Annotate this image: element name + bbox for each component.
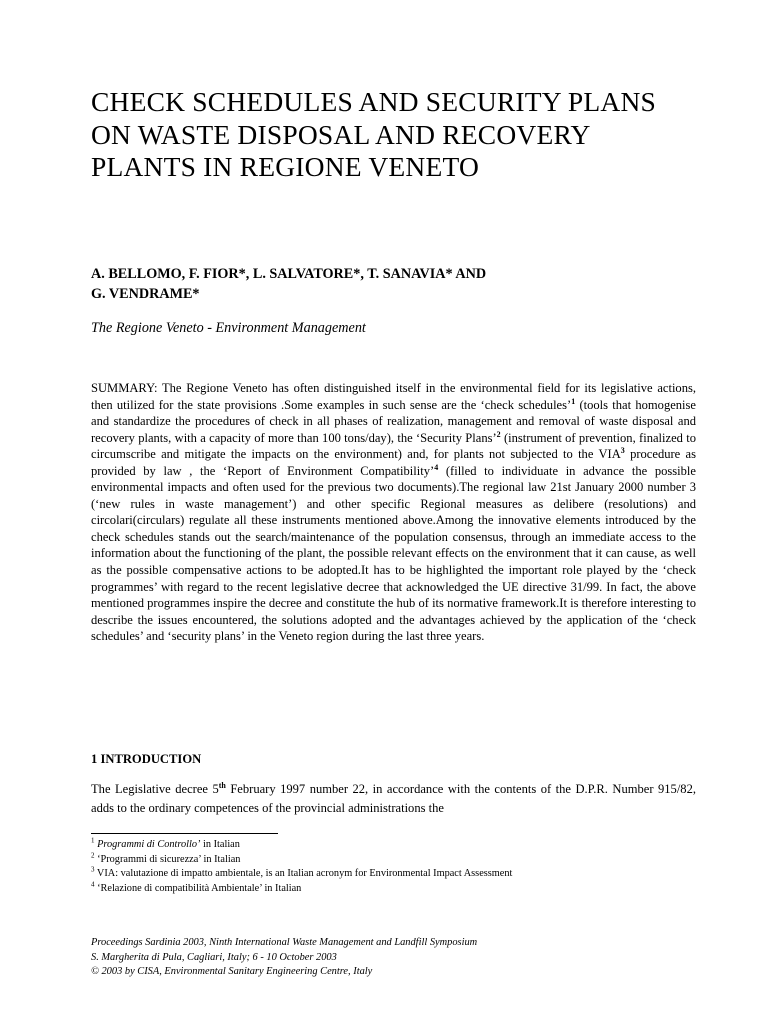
- introduction-paragraph: [91, 780, 696, 818]
- affiliation: The Regione Veneto - Environment Management: [91, 320, 366, 336]
- footnote-number: 1: [91, 836, 95, 845]
- author-list: [91, 264, 691, 304]
- footnote-3: [91, 867, 691, 882]
- footnote-ref-3: 3: [620, 446, 625, 456]
- section-heading-introduction: 1 INTRODUCTION: [91, 752, 202, 766]
- footnote-number: 3: [91, 865, 95, 874]
- footnote-divider: [91, 833, 278, 834]
- paper-title: CHECK SCHEDULES AND SECURITY PLANS ON WASTE DISPOSAL AND RECOVERY PLANTS IN REGIONE VENETO: [91, 86, 657, 182]
- author-line-1: A. BELLOMO, F. FIOR*, L. SALVATORE*, T. SANAVIA* AND: [91, 266, 487, 282]
- intro-text-2: February 1997 number 22, in accordance with the contents of the D.P.R. Number 915/82, adds to the ordinary competences of the provincial administrations the: [91, 782, 696, 815]
- footnote-number: 2: [91, 851, 95, 860]
- footnote-number: 4: [91, 880, 95, 889]
- proceedings-footer: [91, 936, 691, 980]
- footnote-text: ‘Relazione di compatibilità Ambientale’ in Italian: [97, 882, 302, 894]
- summary-paragraph: [91, 380, 696, 645]
- footnote-ref-2: 2: [496, 429, 501, 439]
- summary-text-3: (instrument of prevention, finalized to circumscribe and mitigate the impacts on the environment) and, for plants not subjected to the VIA: [91, 430, 697, 462]
- footnote-ref-4: 4: [434, 462, 439, 472]
- footnote-2: [91, 853, 691, 868]
- footer-line-2: S. Margherita di Pula, Cagliari, Italy; 6 - 10 October 2003: [91, 951, 337, 963]
- footnote-italic-text: Programmi di Controllo’: [97, 839, 201, 850]
- footer-line-3: © 2003 by CISA, Environmental Sanitary Engineering Centre, Italy: [91, 966, 373, 977]
- author-line-2: G. VENDRAME*: [91, 286, 200, 302]
- summary-text-1: SUMMARY: The Regione Veneto has often distinguished itself in the environmental field for its legislative actions, then utilized for the state provisions .Some examples in such sense are the ‘check schedules’: [91, 381, 696, 412]
- footnote-ref-1: 1: [571, 396, 576, 406]
- summary-text-4: procedure as provided by law , the ‘Report of Environment Compatibility’: [91, 447, 696, 478]
- footnote-4: [91, 882, 691, 897]
- summary-text-5: (filled to individuate in advance the possible environmental impacts and often used for the previous two documents).The regional law 21st January 2000 number 3 (‘new rules in waste management’) and other specific Regional measures as delibere (resolutions) and circolari(circulars) regulate all these instruments mentioned above.Among the innovative elements introduced by the check schedules stands out the search/maintenance of the population consensus, through an immediate access to the information about the functioning of the plant, the possible relevant effects on the environment that it can cause, as well as the possible compensative actions to be adopted.It has to be highlighted the important role played by the ‘check programmes’ with regard to the recent legislative decree that acknowledged the UE directive 31/99. In fact, the above mentioned programmes inspire the decree and constitute the hub of its normative framework.It is therefore interesting to describe the issues encountered, the solutions adopted and the advantages achieved by the application of the ‘check schedules’ and ‘security plans’ in the Veneto region during the last three years.: [91, 463, 696, 644]
- footer-line-1: Proceedings Sardinia 2003, Ninth International Waste Management and Landfill Symposium: [91, 937, 478, 948]
- footnote-1: [91, 838, 691, 853]
- footnote-text: VIA: valutazione di impatto ambientale, is an Italian acronym for Environmental Impact Assessment: [96, 868, 513, 879]
- ordinal-superscript: th: [218, 780, 226, 790]
- footnote-text: ‘Programmi di sicurezza’ in Italian: [97, 853, 241, 865]
- summary-text-2: (tools that homogenise and standardize the procedures of check in all phases of realization, management and removal of waste disposal and recovery plants, with a capacity of more than 100 tons/day), the ‘Security Plans’: [91, 397, 696, 445]
- footnote-text: in Italian: [200, 839, 240, 850]
- footnotes: [91, 838, 691, 896]
- intro-text-1: The Legislative decree 5: [91, 782, 219, 796]
